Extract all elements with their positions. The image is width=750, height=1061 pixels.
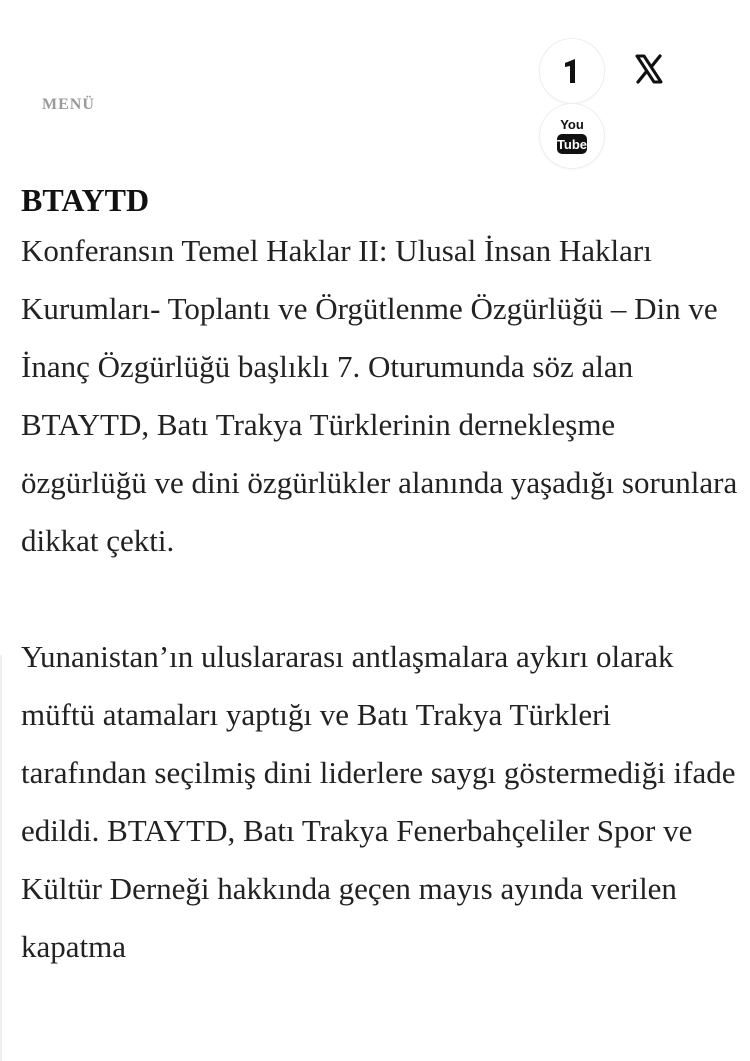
menu-button[interactable]: MENÜ [42,96,95,113]
divider [0,655,2,1061]
paragraph: Yunanistan’ın uluslararası antlaşmalara aykırı olarak müftü atamaları yaptığı ve Batı Trakya Türkleri tarafından seçilmiş dini liderlere saygı göstermediği ifade edildi. BTAYTD, Batı Trakya Fenerbahçeliler Spor ve Kültür Derneği hakkında geçen mayıs ayında verilen kapatma [21,639,736,964]
i-letter-icon [561,57,583,85]
article-body [21,178,741,976]
x-logo-icon [634,54,664,84]
social-link-i[interactable] [540,39,604,103]
section-title: BTAYTD [21,182,150,218]
social-link-youtube[interactable] [540,104,604,168]
paragraph: Konferansın Temel Haklar II: Ulusal İnsan Hakları Kurumları- Toplantı ve Örgütlenme Özgürlüğü – Din ve İnanç Özgürlüğü başlıklı 7. Oturumunda söz alan BTAYTD, Batı Trakya Türklerinin dernekleşme özgürlüğü ve dini özgürlükler alanında yaşadığı sorunlara dikkat çekti. [21,233,738,558]
youtube-icon-bottom: Tube [556,137,588,152]
youtube-icon-top: You [560,117,584,132]
social-link-x[interactable] [617,37,681,101]
youtube-icon [555,115,589,157]
